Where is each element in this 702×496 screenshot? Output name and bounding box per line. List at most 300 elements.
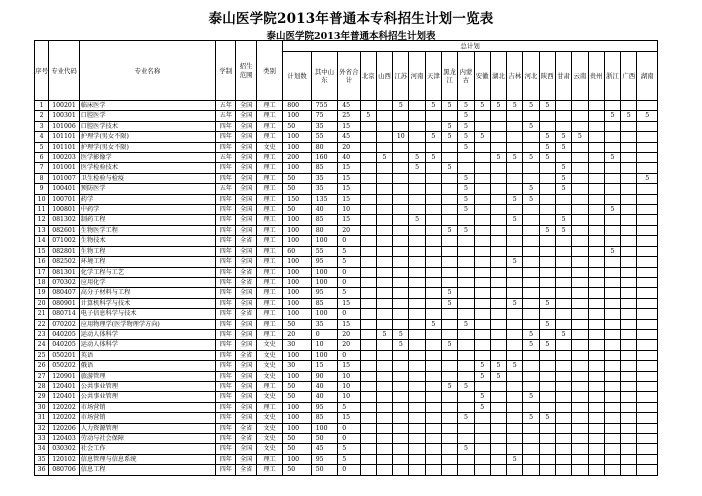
row-seq: 14 xyxy=(35,236,49,246)
row-province-quota xyxy=(441,184,457,194)
row-category: 理工 xyxy=(256,277,282,287)
row-category: 理工 xyxy=(256,454,282,464)
row-out-total: 20 xyxy=(338,329,360,339)
row-province-quota xyxy=(588,298,604,308)
header-out-total: 外省合计 xyxy=(338,52,360,101)
row-province-quota: 5 xyxy=(458,101,474,111)
table-row xyxy=(35,402,658,412)
row-province-quota: 5 xyxy=(376,329,392,339)
row-code: 100301 xyxy=(49,111,80,121)
row-province-quota: 5 xyxy=(637,173,658,183)
row-province-quota xyxy=(588,173,604,183)
header-years: 学制 xyxy=(216,41,236,101)
row-province-quota xyxy=(555,194,571,204)
row-name: 应用化学 xyxy=(79,277,215,287)
row-province-quota xyxy=(409,194,425,204)
row-province-quota xyxy=(621,465,637,475)
row-shandong: 95 xyxy=(311,257,337,267)
row-name: 旅游管理 xyxy=(79,371,215,381)
row-out-total: 20 xyxy=(338,340,360,350)
row-province-quota xyxy=(409,298,425,308)
row-province-quota xyxy=(588,246,604,256)
row-province-quota xyxy=(441,444,457,454)
row-province-quota xyxy=(621,361,637,371)
row-province-quota xyxy=(621,142,637,152)
row-seq: 26 xyxy=(35,361,49,371)
row-province-quota: 5 xyxy=(637,111,658,121)
row-province-quota xyxy=(637,257,658,267)
row-province-quota xyxy=(621,132,637,142)
row-province-quota xyxy=(393,225,409,235)
row-province-quota xyxy=(490,340,506,350)
row-province-quota: 5 xyxy=(393,329,409,339)
row-province-quota xyxy=(621,434,637,444)
row-province-quota xyxy=(507,309,523,319)
row-province-quota xyxy=(376,225,392,235)
row-code: 100801 xyxy=(49,205,80,215)
row-province-quota xyxy=(572,319,588,329)
row-province-quota xyxy=(474,225,490,235)
row-province-quota xyxy=(604,101,620,111)
row-years: 四年 xyxy=(216,257,236,267)
row-province-quota xyxy=(490,423,506,433)
row-shandong: 95 xyxy=(311,454,337,464)
row-years: 四年 xyxy=(216,215,236,225)
row-years: 四年 xyxy=(216,350,236,360)
row-province-quota xyxy=(360,288,376,298)
row-province-quota xyxy=(409,121,425,131)
row-province-quota xyxy=(393,381,409,391)
row-code: 120401 xyxy=(49,392,80,402)
row-province-quota xyxy=(441,173,457,183)
row-province-quota xyxy=(474,267,490,277)
row-code: 080714 xyxy=(49,309,80,319)
row-province-quota xyxy=(441,309,457,319)
row-province-quota xyxy=(637,184,658,194)
row-seq: 31 xyxy=(35,413,49,423)
row-province-quota xyxy=(539,257,555,267)
row-province-quota xyxy=(621,454,637,464)
row-scope: 全省 xyxy=(236,236,256,246)
row-plan-count: 30 xyxy=(283,361,311,371)
row-province-quota xyxy=(588,215,604,225)
row-province-quota xyxy=(523,423,539,433)
row-province-quota xyxy=(360,267,376,277)
row-plan-count: 100 xyxy=(283,298,311,308)
row-years: 四年 xyxy=(216,413,236,423)
row-province-quota xyxy=(572,381,588,391)
row-province-quota xyxy=(441,319,457,329)
row-shandong: 95 xyxy=(311,288,337,298)
row-years: 四年 xyxy=(216,371,236,381)
row-province-quota xyxy=(425,402,441,412)
table-row xyxy=(35,413,658,423)
row-province-quota xyxy=(393,163,409,173)
row-province-quota xyxy=(409,101,425,111)
row-province-quota xyxy=(507,288,523,298)
table-row xyxy=(35,184,658,194)
row-province-quota: 5 xyxy=(409,215,425,225)
row-name: 预防医学 xyxy=(79,184,215,194)
row-years: 四年 xyxy=(216,402,236,412)
row-province-quota xyxy=(458,350,474,360)
table-row xyxy=(35,329,658,339)
row-province-quota xyxy=(425,111,441,121)
row-province-quota xyxy=(507,434,523,444)
row-province-quota xyxy=(523,309,539,319)
row-out-total: 10 xyxy=(338,392,360,402)
row-province-quota xyxy=(604,277,620,287)
row-province-quota xyxy=(588,309,604,319)
row-province-quota xyxy=(507,163,523,173)
row-province-quota xyxy=(376,465,392,475)
row-province-quota xyxy=(490,173,506,183)
row-province-quota xyxy=(621,101,637,111)
row-plan-count: 50 xyxy=(283,434,311,444)
row-code: 100203 xyxy=(49,153,80,163)
row-province-quota xyxy=(409,173,425,183)
row-province-quota xyxy=(588,257,604,267)
row-out-total: 15 xyxy=(338,319,360,329)
row-province-quota xyxy=(588,392,604,402)
row-province-quota: 5 xyxy=(474,132,490,142)
row-scope: 全国 xyxy=(236,319,256,329)
row-province-quota xyxy=(393,215,409,225)
row-province-quota xyxy=(458,267,474,277)
row-seq: 32 xyxy=(35,423,49,433)
row-province-quota xyxy=(360,309,376,319)
row-scope: 全省 xyxy=(236,267,256,277)
row-province-quota xyxy=(376,423,392,433)
row-province-quota xyxy=(637,142,658,152)
row-province-quota: 5 xyxy=(539,340,555,350)
row-province-quota xyxy=(604,225,620,235)
row-province-quota: 5 xyxy=(539,413,555,423)
row-province-quota xyxy=(621,298,637,308)
row-province-quota xyxy=(588,121,604,131)
row-province-quota: 5 xyxy=(490,101,506,111)
row-code: 081302 xyxy=(49,215,80,225)
row-province-quota xyxy=(555,205,571,215)
row-province-quota xyxy=(507,121,523,131)
row-name: 高分子材料与工程 xyxy=(79,288,215,298)
row-province-quota xyxy=(393,173,409,183)
row-province-quota xyxy=(360,454,376,464)
header-province: 浙江 xyxy=(604,52,620,101)
row-shandong: 100 xyxy=(311,309,337,319)
row-province-quota: 5 xyxy=(523,392,539,402)
row-province-quota xyxy=(409,132,425,142)
row-shandong: 95 xyxy=(311,402,337,412)
header-province: 陕西 xyxy=(539,52,555,101)
row-province-quota xyxy=(474,434,490,444)
row-years: 四年 xyxy=(216,434,236,444)
table-row xyxy=(35,173,658,183)
row-province-quota xyxy=(393,371,409,381)
row-province-quota xyxy=(425,225,441,235)
row-province-quota: 5 xyxy=(441,288,457,298)
row-years: 四年 xyxy=(216,361,236,371)
row-plan-count: 100 xyxy=(283,423,311,433)
row-province-quota xyxy=(376,132,392,142)
row-out-total: 5 xyxy=(338,454,360,464)
row-province-quota xyxy=(376,173,392,183)
row-province-quota xyxy=(441,434,457,444)
row-code: 101001 xyxy=(49,163,80,173)
row-category: 文史 xyxy=(256,142,282,152)
row-code: 120202 xyxy=(49,413,80,423)
row-province-quota xyxy=(490,381,506,391)
table-row xyxy=(35,392,658,402)
row-province-quota xyxy=(555,434,571,444)
row-province-quota xyxy=(474,329,490,339)
row-province-quota xyxy=(425,121,441,131)
row-category: 理工 xyxy=(256,173,282,183)
row-shandong: 100 xyxy=(311,236,337,246)
row-province-quota xyxy=(441,350,457,360)
row-shandong: 40 xyxy=(311,392,337,402)
row-plan-count: 100 xyxy=(283,309,311,319)
row-name: 信息工程 xyxy=(79,465,215,475)
row-province-quota xyxy=(637,277,658,287)
row-name: 公共事业管理 xyxy=(79,392,215,402)
row-shandong: 40 xyxy=(311,381,337,391)
row-province-quota xyxy=(539,465,555,475)
row-province-quota xyxy=(572,225,588,235)
row-category: 理工 xyxy=(256,215,282,225)
row-name: 药学 xyxy=(79,194,215,204)
row-scope: 全国 xyxy=(236,361,256,371)
header-scope: 招生范围 xyxy=(236,41,256,101)
row-out-total: 40 xyxy=(338,153,360,163)
row-province-quota xyxy=(555,319,571,329)
row-out-total: 0 xyxy=(338,350,360,360)
row-plan-count: 50 xyxy=(283,173,311,183)
row-province-quota xyxy=(523,267,539,277)
row-province-quota xyxy=(474,246,490,256)
row-province-quota xyxy=(572,163,588,173)
row-province-quota xyxy=(604,340,620,350)
row-plan-count: 100 xyxy=(283,236,311,246)
row-province-quota xyxy=(425,350,441,360)
row-province-quota xyxy=(474,319,490,329)
row-seq: 11 xyxy=(35,205,49,215)
row-province-quota xyxy=(588,434,604,444)
row-province-quota xyxy=(572,350,588,360)
row-province-quota xyxy=(507,132,523,142)
row-province-quota: 5 xyxy=(474,361,490,371)
row-seq: 3 xyxy=(35,121,49,131)
table-row xyxy=(35,246,658,256)
row-province-quota xyxy=(376,288,392,298)
row-province-quota xyxy=(458,298,474,308)
row-province-quota xyxy=(425,236,441,246)
row-province-quota xyxy=(588,194,604,204)
row-category: 理工 xyxy=(256,236,282,246)
row-code: 030302 xyxy=(49,444,80,454)
row-province-quota xyxy=(360,121,376,131)
row-scope: 全省 xyxy=(236,350,256,360)
row-province-quota xyxy=(409,413,425,423)
row-province-quota xyxy=(572,215,588,225)
row-province-quota xyxy=(572,277,588,287)
row-category: 理工 xyxy=(256,319,282,329)
row-province-quota xyxy=(572,194,588,204)
row-name: 生物工程 xyxy=(79,246,215,256)
row-province-quota xyxy=(409,246,425,256)
row-years: 五年 xyxy=(216,101,236,111)
row-province-quota xyxy=(555,423,571,433)
row-province-quota xyxy=(490,454,506,464)
row-province-quota xyxy=(555,413,571,423)
row-province-quota xyxy=(637,413,658,423)
row-province-quota xyxy=(507,246,523,256)
row-province-quota xyxy=(409,236,425,246)
row-province-quota xyxy=(637,121,658,131)
row-plan-count: 200 xyxy=(283,153,311,163)
row-province-quota xyxy=(637,371,658,381)
row-shandong: 85 xyxy=(311,298,337,308)
row-province-quota xyxy=(360,402,376,412)
row-province-quota xyxy=(376,111,392,121)
row-out-total: 0 xyxy=(338,423,360,433)
row-out-total: 15 xyxy=(338,184,360,194)
row-province-quota xyxy=(637,309,658,319)
row-name: 化学工程与工艺 xyxy=(79,267,215,277)
row-province-quota xyxy=(621,225,637,235)
row-province-quota xyxy=(621,267,637,277)
row-years: 四年 xyxy=(216,132,236,142)
row-province-quota xyxy=(458,309,474,319)
row-province-quota xyxy=(523,454,539,464)
row-province-quota xyxy=(523,142,539,152)
row-seq: 36 xyxy=(35,465,49,475)
row-province-quota xyxy=(393,194,409,204)
header-province: 吉林 xyxy=(507,52,523,101)
row-plan-count: 100 xyxy=(283,350,311,360)
row-seq: 22 xyxy=(35,319,49,329)
header-province: 黑龙江 xyxy=(441,52,457,101)
row-province-quota xyxy=(539,246,555,256)
row-plan-count: 30 xyxy=(283,340,311,350)
row-province-quota xyxy=(604,350,620,360)
row-seq: 13 xyxy=(35,225,49,235)
row-province-quota xyxy=(441,454,457,464)
row-province-quota: 5 xyxy=(539,298,555,308)
row-province-quota xyxy=(523,465,539,475)
row-province-quota xyxy=(490,205,506,215)
row-code: 082502 xyxy=(49,257,80,267)
row-province-quota xyxy=(409,444,425,454)
row-out-total: 15 xyxy=(338,121,360,131)
row-name: 市场营销 xyxy=(79,402,215,412)
row-province-quota xyxy=(523,361,539,371)
table-row xyxy=(35,444,658,454)
row-province-quota xyxy=(360,173,376,183)
row-seq: 33 xyxy=(35,434,49,444)
table-row xyxy=(35,361,658,371)
row-code: 070302 xyxy=(49,277,80,287)
row-province-quota xyxy=(458,340,474,350)
row-scope: 全国 xyxy=(236,173,256,183)
row-category: 文史 xyxy=(256,413,282,423)
row-seq: 27 xyxy=(35,371,49,381)
row-province-quota xyxy=(360,257,376,267)
row-seq: 17 xyxy=(35,267,49,277)
row-province-quota xyxy=(637,236,658,246)
row-province-quota: 5 xyxy=(621,111,637,121)
row-province-quota xyxy=(572,392,588,402)
row-province-quota xyxy=(474,184,490,194)
row-province-quota xyxy=(621,153,637,163)
row-province-quota xyxy=(555,350,571,360)
row-scope: 全国 xyxy=(236,101,256,111)
row-category: 文史 xyxy=(256,423,282,433)
row-province-quota: 5 xyxy=(393,340,409,350)
row-province-quota xyxy=(588,277,604,287)
row-province-quota xyxy=(393,246,409,256)
row-province-quota xyxy=(360,236,376,246)
row-province-quota: 5 xyxy=(490,153,506,163)
row-province-quota: 5 xyxy=(458,184,474,194)
row-out-total: 5 xyxy=(338,402,360,412)
row-province-quota xyxy=(621,194,637,204)
row-category: 文史 xyxy=(256,371,282,381)
row-province-quota xyxy=(360,434,376,444)
table-row xyxy=(35,257,658,267)
row-years: 四年 xyxy=(216,194,236,204)
row-province-quota: 5 xyxy=(425,132,441,142)
table-row xyxy=(35,215,658,225)
table-header xyxy=(35,41,658,101)
row-province-quota xyxy=(572,101,588,111)
row-province-quota xyxy=(376,236,392,246)
row-province-quota: 5 xyxy=(458,173,474,183)
row-province-quota xyxy=(572,111,588,121)
row-province-quota xyxy=(458,402,474,412)
row-province-quota xyxy=(425,267,441,277)
row-code: 080407 xyxy=(49,288,80,298)
row-name: 人力资源管理 xyxy=(79,423,215,433)
row-province-quota xyxy=(637,340,658,350)
row-province-quota xyxy=(474,153,490,163)
row-plan-count: 100 xyxy=(283,132,311,142)
row-province-quota xyxy=(555,236,571,246)
row-years: 五年 xyxy=(216,153,236,163)
row-province-quota xyxy=(588,236,604,246)
row-province-quota xyxy=(425,184,441,194)
row-province-quota xyxy=(409,371,425,381)
row-province-quota xyxy=(490,309,506,319)
row-province-quota: 5 xyxy=(507,298,523,308)
row-province-quota xyxy=(572,142,588,152)
row-province-quota xyxy=(604,121,620,131)
row-category: 文史 xyxy=(256,361,282,371)
row-province-quota: 5 xyxy=(441,381,457,391)
row-province-quota xyxy=(474,413,490,423)
row-province-quota xyxy=(360,277,376,287)
row-province-quota xyxy=(360,319,376,329)
row-province-quota xyxy=(474,173,490,183)
row-province-quota xyxy=(539,184,555,194)
row-province-quota xyxy=(376,319,392,329)
row-province-quota xyxy=(360,381,376,391)
row-province-quota: 5 xyxy=(441,101,457,111)
row-years: 五年 xyxy=(216,184,236,194)
row-province-quota xyxy=(555,277,571,287)
row-province-quota xyxy=(507,371,523,381)
row-province-quota: 5 xyxy=(555,163,571,173)
